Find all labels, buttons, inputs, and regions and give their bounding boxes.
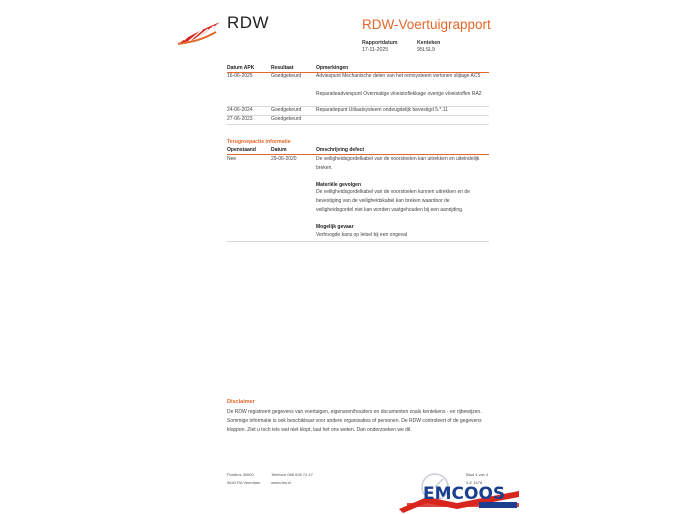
apk-row-2-datum: 24-06-2024 bbox=[227, 107, 253, 113]
apk-row-1-opmerking-1: Adviespunt Mechanische delen van het remsysteem vertonen slijtage AC5 bbox=[316, 73, 481, 79]
apk-row-divider bbox=[227, 124, 489, 125]
footer-page: Blad 4 van 4 bbox=[466, 472, 489, 477]
kenteken-label: Kenteken bbox=[417, 40, 441, 46]
apk-row-2-resultaat: Goedgekeurd bbox=[271, 107, 302, 113]
emcoos-logo-icon bbox=[397, 467, 522, 514]
col-datum-apk: Datum APK bbox=[227, 65, 255, 71]
apk-row-3-datum: 27-06-2023 bbox=[227, 116, 253, 122]
terugroep-section-title: Terugroepactie informatie bbox=[227, 139, 291, 145]
footer-website[interactable]: www.rdw.nl bbox=[271, 480, 292, 485]
kenteken-value: 95LSL9 bbox=[417, 47, 435, 53]
col-openstaand: Openstaand bbox=[227, 147, 256, 153]
rapportdatum-label: Rapportdatum bbox=[362, 40, 398, 46]
col-omschrijving: Omschrijving defect bbox=[316, 147, 365, 153]
apk-row-1-opmerking-2: Reparatieadviespunt Overmatige vloeistoflekkage overige vloeistoffen RA2 bbox=[316, 91, 482, 97]
mogelijk-gevaar-text: Verhoogde kans op letsel bij een ongeval bbox=[316, 232, 408, 238]
rapportdatum-value: 17-11-2025 bbox=[362, 47, 389, 53]
rdw-logo-icon bbox=[176, 20, 222, 46]
apk-row-1-datum: 16-06-2025 bbox=[227, 73, 253, 79]
apk-row-divider bbox=[227, 115, 489, 116]
terugroep-openstaand: Nee bbox=[227, 156, 237, 162]
svg-text:EMCOOS: EMCOOS bbox=[423, 484, 506, 504]
terugroep-datum: 29-06-2020 bbox=[271, 156, 297, 162]
terugroep-bottom-divider bbox=[227, 241, 489, 242]
apk-row-3-resultaat: Goedgekeurd bbox=[271, 116, 302, 122]
apk-row-1-resultaat: Goedgekeurd bbox=[271, 73, 302, 79]
footer-ref: 3-E 1678 bbox=[466, 480, 483, 485]
brand-name: RDW bbox=[227, 13, 270, 32]
footer-postbus: Postbus 30000 bbox=[227, 472, 254, 477]
disclaimer-title: Disclaimer bbox=[227, 399, 255, 405]
mogelijk-gevaar-label: Mogelijk gevaar bbox=[316, 224, 354, 230]
report-title: RDW-Voertuigrapport bbox=[362, 17, 491, 32]
footer-telefoon: Telefoon 088 008 74 47 bbox=[271, 472, 313, 477]
disclaimer-text: De RDW registreert gegevens van voertuigen, eigenaren/houders en documenten zoals kentekens - en rijbewijzen. Sommige informatie is ook beschikbaar voor andere organisaties of personen. De RDW controleert of de gegevens kloppen. Ziet u toch iets wat niet klopt, laat het ons weten. Dan onderzoeken we dit. bbox=[227, 409, 482, 434]
materiele-gevolgen-text: De veiligheidsgordelkabel van de voorstoelen kunnen uitrekken en de bevestiging van de veiligheidskabel kan breken waardoor de veiligheidsgordel niet kan worden vastgehouden bij een aanrijding. bbox=[316, 189, 470, 214]
col-resultaat: Resultaat bbox=[271, 65, 294, 71]
col-datum: Datum bbox=[271, 147, 287, 153]
terugroep-omschrijving: De veiligheidsgordelkabel van de voorstoelen kan uitrekken en uiteindelijk breken. bbox=[316, 156, 480, 172]
col-opmerkingen: Opmerkingen bbox=[316, 65, 349, 71]
materiele-gevolgen-label: Materiële gevolgen bbox=[316, 182, 362, 188]
footer-postcode: 9640 RA Veendam bbox=[227, 480, 261, 485]
apk-row-2-opmerking-1: Reparatiepunt Uitlaatsysteem ondeugdelijk bevestigd 5.*.11 bbox=[316, 107, 448, 113]
